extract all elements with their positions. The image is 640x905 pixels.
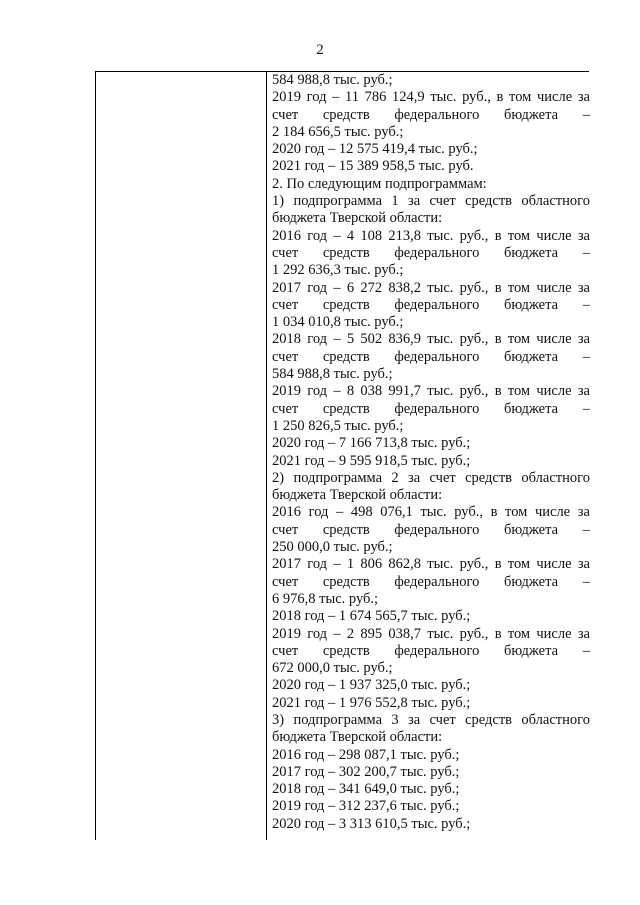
text-word: 11 xyxy=(345,89,359,106)
text-word: 4 xyxy=(346,227,355,244)
text-line: 2 184 656,5 тыс. руб.; xyxy=(272,123,404,140)
text-line xyxy=(272,331,590,348)
text-word: 838,2 xyxy=(388,279,421,296)
text-word: – xyxy=(582,244,590,261)
text-word: федерального xyxy=(394,244,480,261)
text-word: тыс. xyxy=(420,504,447,521)
text-word: бюджета xyxy=(504,642,559,659)
text-word: год xyxy=(306,89,327,106)
text-word: в xyxy=(494,279,502,296)
text-word: счет xyxy=(272,348,299,365)
text-word: за xyxy=(577,504,590,521)
text-word: средств xyxy=(322,348,370,365)
text-word: федерального xyxy=(394,642,480,659)
text-line xyxy=(272,193,590,210)
text-line xyxy=(272,504,590,521)
text-word: средств xyxy=(322,400,370,417)
text-word: 2 xyxy=(391,469,399,486)
text-word: руб., xyxy=(459,625,489,642)
text-word: за xyxy=(577,556,590,573)
text-word: 124,9 xyxy=(392,89,425,106)
text-word: 6 xyxy=(346,279,355,296)
text-word: счет xyxy=(272,521,299,538)
text-word: 836,9 xyxy=(388,331,421,348)
text-word: за xyxy=(577,279,590,296)
text-line: бюджета Тверской области: xyxy=(272,487,443,504)
text-line: 2021 год – 9 595 918,5 тыс. руб.; xyxy=(272,452,471,469)
text-word: – xyxy=(333,383,341,400)
text-word: том xyxy=(507,331,531,348)
text-line: 2017 год – 302 200,7 тыс. руб.; xyxy=(272,763,460,780)
text-line: 2021 год – 1 976 552,8 тыс. руб.; xyxy=(272,694,471,711)
text-word: руб., xyxy=(462,89,491,106)
text-line xyxy=(272,107,590,124)
text-word: 038,7 xyxy=(388,625,421,642)
text-line: 6 976,8 тыс. руб.; xyxy=(272,590,379,607)
text-word: подпрограмма xyxy=(293,711,383,728)
text-word: – xyxy=(332,89,340,106)
text-word: бюджета xyxy=(504,244,559,261)
text-word: – xyxy=(582,106,590,123)
text-word: – xyxy=(333,279,341,296)
text-word: том xyxy=(507,279,531,296)
text-line xyxy=(272,712,590,729)
text-word: тыс. xyxy=(427,625,454,642)
text-line: 2019 год – 312 237,6 тыс. руб.; xyxy=(272,798,460,815)
text-word: – xyxy=(582,348,590,365)
text-line xyxy=(272,89,590,106)
text-word: за xyxy=(577,227,590,244)
text-word: – xyxy=(582,400,590,417)
text-word: за xyxy=(577,625,590,642)
text-word: – xyxy=(333,625,341,642)
text-line: 2020 год – 1 937 325,0 тыс. руб.; xyxy=(272,677,471,694)
text-word: областного xyxy=(521,193,590,210)
text-word: счет xyxy=(272,400,299,417)
text-word: год xyxy=(307,227,328,244)
text-word: федерального xyxy=(394,348,480,365)
text-line xyxy=(272,522,590,539)
text-word: год xyxy=(307,331,328,348)
text-word: федерального xyxy=(394,400,480,417)
text-word: 862,8 xyxy=(388,556,421,573)
text-word: 2016 xyxy=(272,504,301,521)
text-word: средств xyxy=(322,521,370,538)
text-word: руб., xyxy=(459,556,489,573)
text-word: 5 xyxy=(346,331,355,348)
text-word: средств xyxy=(322,244,370,261)
text-word: руб., xyxy=(454,504,483,521)
text-word: 2016 xyxy=(272,227,301,244)
text-word: – xyxy=(582,573,590,590)
text-word: 498 xyxy=(350,504,373,521)
text-line: 1 292 636,3 тыс. руб.; xyxy=(272,262,404,279)
text-word: 2017 xyxy=(272,279,301,296)
text-word: 3 xyxy=(391,711,399,728)
text-word: 502 xyxy=(360,331,383,348)
text-word: год xyxy=(307,556,328,573)
text-word: за xyxy=(577,331,590,348)
text-word: за xyxy=(407,711,421,728)
text-word: счет xyxy=(272,106,299,123)
text-line: 1 250 826,5 тыс. руб.; xyxy=(272,417,404,434)
text-word: том xyxy=(507,625,531,642)
text-word: руб., xyxy=(459,279,489,296)
text-word: 2 xyxy=(346,625,355,642)
text-word: – xyxy=(582,296,590,313)
text-word: числе xyxy=(536,227,572,244)
text-word: 108 xyxy=(360,227,383,244)
text-word: том xyxy=(505,504,528,521)
text-line: 2018 год – 1 674 565,7 тыс. руб.; xyxy=(272,608,471,625)
text-word: 2018 xyxy=(272,331,301,348)
text-word: бюджета xyxy=(504,348,559,365)
text-word: числе xyxy=(536,383,572,400)
text-word: подпрограмма xyxy=(293,193,383,210)
text-line: 2. По следующим подпрограммам: xyxy=(272,175,487,192)
text-word: средств xyxy=(465,711,513,728)
text-word: областного xyxy=(521,469,590,486)
text-word: средств xyxy=(465,469,513,486)
text-word: том xyxy=(507,556,531,573)
text-line: 2018 год – 341 649,0 тыс. руб.; xyxy=(272,781,460,798)
text-line xyxy=(272,245,590,262)
text-word: числе xyxy=(536,331,572,348)
text-word: в xyxy=(494,625,502,642)
text-word: федерального xyxy=(394,106,480,123)
text-word: счет xyxy=(272,573,299,590)
text-word: бюджета xyxy=(504,573,559,590)
text-word: в xyxy=(494,227,502,244)
text-word: руб., xyxy=(459,227,489,244)
text-word: – xyxy=(333,227,341,244)
text-word: 1) xyxy=(272,193,285,210)
text-word: федерального xyxy=(394,573,480,590)
text-word: средств xyxy=(322,642,370,659)
text-line xyxy=(272,297,590,314)
text-word: год xyxy=(307,279,328,296)
text-word: – xyxy=(582,642,590,659)
text-word: счет xyxy=(272,244,299,261)
text-word: счет xyxy=(429,711,456,728)
text-word: 2019 xyxy=(272,383,301,400)
text-word: бюджета xyxy=(504,106,559,123)
text-line: 1 034 010,8 тыс. руб.; xyxy=(272,314,404,331)
text-word: 8 xyxy=(346,383,355,400)
text-word: – xyxy=(333,331,341,348)
text-line xyxy=(272,556,590,573)
text-word: тыс. xyxy=(427,331,454,348)
text-word: – xyxy=(582,521,590,538)
text-word: – xyxy=(333,556,341,573)
text-word: за xyxy=(407,193,421,210)
text-word: за xyxy=(577,383,590,400)
text-line xyxy=(272,643,590,660)
text-word: 2) xyxy=(272,469,285,486)
text-word: в xyxy=(494,556,502,573)
text-word: счет xyxy=(429,193,456,210)
text-line: 2016 год – 298 087,1 тыс. руб.; xyxy=(272,746,460,763)
text-word: тыс. xyxy=(427,227,454,244)
text-word: год xyxy=(307,383,328,400)
text-word: том xyxy=(507,227,531,244)
text-word: 038 xyxy=(360,383,383,400)
text-word: 806 xyxy=(360,556,383,573)
text-word: средств xyxy=(465,193,513,210)
text-line xyxy=(272,626,590,643)
text-word: средств xyxy=(322,573,370,590)
text-word: счет xyxy=(272,296,299,313)
text-word: 2019 xyxy=(272,625,301,642)
text-word: в xyxy=(494,383,502,400)
text-line xyxy=(272,470,590,487)
text-word: подпрограмма xyxy=(293,469,383,486)
text-word: 1 xyxy=(346,556,355,573)
text-word: 2019 xyxy=(272,89,301,106)
text-word: числе xyxy=(536,279,572,296)
text-word: средств xyxy=(322,106,370,123)
text-line: 250 000,0 тыс. руб.; xyxy=(272,539,393,556)
text-word: числе xyxy=(534,504,571,521)
text-word: том xyxy=(509,89,532,106)
text-line: 2020 год – 3 313 610,5 тыс. руб.; xyxy=(272,815,471,832)
page-number: 2 xyxy=(316,42,324,58)
text-word: тыс. xyxy=(427,279,454,296)
passport-table xyxy=(95,71,589,840)
text-word: руб., xyxy=(459,331,489,348)
text-line: бюджета Тверской области: xyxy=(272,729,443,746)
text-word: в xyxy=(496,89,504,106)
text-word: – xyxy=(336,504,344,521)
text-line xyxy=(272,574,590,591)
text-word: тыс. xyxy=(430,89,457,106)
text-line: 584 988,8 тыс. руб.; xyxy=(272,366,393,383)
text-word: федерального xyxy=(394,296,480,313)
text-word: 2017 xyxy=(272,556,301,573)
text-word: 991,7 xyxy=(388,383,421,400)
text-word: в xyxy=(494,331,502,348)
text-word: за xyxy=(577,89,590,106)
text-word: числе xyxy=(536,625,572,642)
text-word: счет xyxy=(272,642,299,659)
text-word: тыс. xyxy=(427,383,454,400)
text-line xyxy=(272,280,590,297)
text-word: бюджета xyxy=(504,521,559,538)
text-line: бюджета Тверской области: xyxy=(272,210,443,227)
text-word: тыс. xyxy=(427,556,454,573)
text-word: федерального xyxy=(394,521,480,538)
text-line: 584 988,8 тыс. руб.; xyxy=(272,72,393,88)
text-word: 213,8 xyxy=(388,227,421,244)
text-word: в xyxy=(490,504,498,521)
text-word: год xyxy=(308,504,329,521)
text-word: 3) xyxy=(272,711,285,728)
text-word: 076,1 xyxy=(380,504,413,521)
text-word: год xyxy=(307,625,328,642)
text-line xyxy=(272,401,590,418)
table-left-column xyxy=(96,72,267,840)
table-right-column xyxy=(267,72,590,840)
text-word: счет xyxy=(429,469,456,486)
text-word: числе xyxy=(537,89,573,106)
text-word: областного xyxy=(521,711,590,728)
text-word: 1 xyxy=(391,193,399,210)
text-word: 895 xyxy=(360,625,383,642)
text-word: том xyxy=(507,383,531,400)
text-word: руб., xyxy=(459,383,489,400)
text-word: бюджета xyxy=(504,400,559,417)
text-line: 2020 год – 7 166 713,8 тыс. руб.; xyxy=(272,435,471,452)
text-line: 672 000,0 тыс. руб.; xyxy=(272,660,393,677)
text-line xyxy=(272,349,590,366)
text-word: бюджета xyxy=(504,296,559,313)
text-line xyxy=(272,383,590,400)
text-word: 272 xyxy=(360,279,383,296)
text-word: за xyxy=(407,469,421,486)
text-word: средств xyxy=(322,296,370,313)
text-line: 2020 год – 12 575 419,4 тыс. руб.; xyxy=(272,141,478,158)
text-line: 2021 год – 15 389 958,5 тыс. руб. xyxy=(272,158,474,175)
text-word: числе xyxy=(536,556,572,573)
text-word: 786 xyxy=(364,89,387,106)
text-line xyxy=(272,228,590,245)
